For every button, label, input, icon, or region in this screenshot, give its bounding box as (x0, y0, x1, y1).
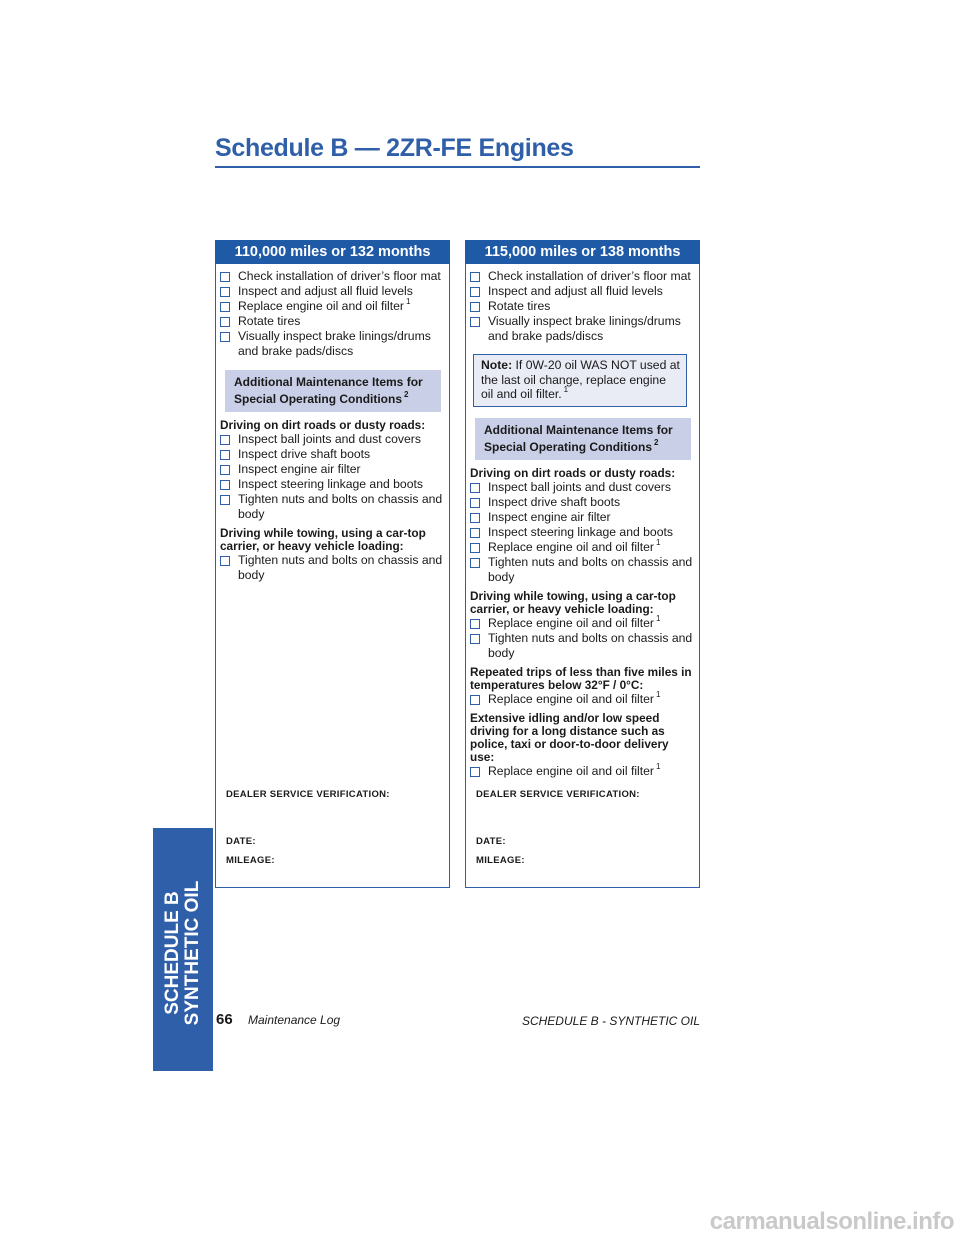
mileage-label: MILEAGE: (476, 855, 525, 866)
footnote-marker: 1 (656, 689, 661, 699)
checklist-item (468, 299, 695, 314)
note-box (473, 354, 687, 407)
checklist-item-text: Inspect drive shaft boots (488, 494, 621, 509)
checkbox-icon[interactable] (470, 513, 480, 523)
checkbox-icon[interactable] (220, 302, 230, 312)
footnote-marker: 1 (656, 761, 661, 771)
main-check-list (468, 269, 695, 344)
checkbox-icon[interactable] (470, 317, 480, 327)
additional-items-box (225, 370, 441, 412)
section-side-tab (153, 828, 213, 1071)
checkbox-icon[interactable] (470, 619, 480, 629)
checkbox-icon[interactable] (220, 287, 230, 297)
condition-heading: Driving on dirt roads or dusty roads: (220, 418, 426, 432)
footnote-marker: 1 (406, 297, 411, 306)
note-label: Note: (481, 358, 513, 372)
maintenance-column-110k (215, 240, 450, 888)
date-label: DATE: (476, 836, 506, 847)
checklist-item (218, 269, 445, 284)
checkbox-icon[interactable] (220, 450, 230, 460)
maintenance-column-115k (465, 240, 700, 888)
checklist-item (468, 689, 695, 707)
checklist-item-text: Rotate tires (488, 299, 551, 313)
title-rule (215, 166, 700, 168)
checklist-item (468, 761, 695, 779)
checklist-item-text: Inspect engine air filter (488, 509, 611, 524)
condition-check-list (468, 480, 695, 585)
checkbox-icon[interactable] (220, 495, 230, 505)
checklist-item (218, 314, 445, 329)
checkbox-icon[interactable] (470, 695, 480, 705)
checklist-item-text: Inspect steering linkage and boots (488, 524, 673, 539)
checkbox-icon[interactable] (470, 558, 480, 568)
checklist-item (218, 299, 445, 314)
column-header: 115,000 miles or 138 months (465, 240, 700, 264)
checklist-item-text: Rotate tires (238, 314, 301, 328)
checklist-item-text: Inspect and adjust all fluid levels (238, 284, 413, 298)
conditions-sections (218, 419, 445, 583)
checklist-item-text: Replace engine oil and oil filter (238, 299, 404, 313)
checklist-item-text: Inspect ball joints and dust covers (488, 479, 671, 494)
checklist-item (468, 510, 695, 525)
checklist-item (468, 537, 695, 555)
checklist-item (468, 269, 695, 284)
footnote-marker: 2 (404, 390, 409, 399)
checklist-item-text: Visually inspect brake linings/drums and brake pads/discs (238, 329, 431, 358)
checkbox-icon[interactable] (470, 634, 480, 644)
condition-check-list (468, 689, 695, 707)
checklist-item (468, 284, 695, 299)
checklist-item-text: Visually inspect brake linings/drums and brake pads/discs (488, 314, 681, 343)
checkbox-icon[interactable] (470, 543, 480, 553)
condition-heading: Extensive idling and/or low speed driving for a long distance such as police, taxi or door-to-door delivery use: (470, 710, 669, 764)
condition-check-list (468, 613, 695, 661)
checkbox-icon[interactable] (220, 480, 230, 490)
checklist-item (218, 492, 445, 522)
date-label: DATE: (226, 836, 256, 847)
footnote-marker: 2 (654, 437, 659, 447)
additional-items-box (475, 418, 691, 460)
main-check-list (218, 269, 445, 359)
checklist-item (468, 314, 695, 344)
checklist-item-text: Replace engine oil and oil filter (488, 615, 654, 630)
condition-heading: Repeated trips of less than five miles in temperatures below 32°F / 0°C: (470, 664, 692, 692)
checkbox-icon[interactable] (470, 528, 480, 538)
footnote-marker: 1 (563, 385, 569, 394)
checkbox-icon[interactable] (470, 767, 480, 777)
checklist-item-text: Tighten nuts and bolts on chassis and body (238, 553, 443, 582)
additional-items-title: Additional Maintenance Items for Special Operating Conditions (484, 422, 673, 454)
checklist-item (218, 477, 445, 492)
checklist-item-text: Tighten nuts and bolts on chassis and body (488, 554, 693, 584)
checkbox-icon[interactable] (220, 556, 230, 566)
checklist-item-text: Inspect and adjust all fluid levels (488, 284, 663, 298)
checklist-item-text: Inspect steering linkage and boots (238, 477, 423, 491)
checkbox-icon[interactable] (470, 498, 480, 508)
dealer-verification-label: DEALER SERVICE VERIFICATION: (226, 789, 390, 800)
checklist-item-text: Inspect engine air filter (238, 462, 361, 476)
mileage-label: MILEAGE: (226, 855, 275, 866)
checklist-item-text: Check installation of driver’s floor mat (238, 269, 441, 283)
checkbox-icon[interactable] (470, 483, 480, 493)
checkbox-icon[interactable] (470, 272, 480, 282)
checklist-item (468, 555, 695, 585)
checkbox-icon[interactable] (470, 302, 480, 312)
checklist-item (218, 329, 445, 359)
checkbox-icon[interactable] (220, 332, 230, 342)
column-content (216, 264, 449, 583)
checklist-item-text: Replace engine oil and oil filter (488, 691, 654, 706)
watermark: carmanualsonline.info (709, 1208, 954, 1235)
checklist-item (468, 613, 695, 631)
checklist-item (218, 284, 445, 299)
checklist-item-text: Replace engine oil and oil filter (488, 763, 654, 778)
footnote-marker: 1 (656, 537, 661, 547)
condition-heading: Driving while towing, using a car-top carrier, or heavy vehicle loading: (220, 526, 426, 553)
footer-left: Maintenance Log (248, 1013, 341, 1027)
condition-check-list (468, 761, 695, 779)
page-title: Schedule B — 2ZR-FE Engines (215, 134, 574, 162)
checklist-item (218, 553, 445, 583)
checklist-item (218, 432, 445, 447)
checklist-item-text: Tighten nuts and bolts on chassis and body (238, 492, 443, 521)
checklist-item (468, 631, 695, 661)
checklist-item-text: Replace engine oil and oil filter (488, 539, 654, 554)
checklist-item (218, 447, 445, 462)
checklist-item (468, 480, 695, 495)
side-tab-line1: SCHEDULE B (162, 891, 183, 1015)
checkbox-icon[interactable] (220, 272, 230, 282)
checklist-item-text: Check installation of driver’s floor mat (488, 269, 691, 283)
footer-right: SCHEDULE B - SYNTHETIC OIL (521, 1014, 700, 1028)
dealer-verification-label: DEALER SERVICE VERIFICATION: (476, 789, 640, 800)
condition-heading: Driving on dirt roads or dusty roads: (470, 465, 676, 480)
note-text: If 0W-20 oil WAS NOT used at the last oil change, replace engine oil and oil filter. (481, 358, 680, 401)
condition-check-list (218, 553, 445, 583)
side-tab-text (163, 881, 203, 1026)
checklist-item (218, 462, 445, 477)
checklist-item-text: Tighten nuts and bolts on chassis and body (488, 630, 693, 660)
page-number: 66 (216, 1011, 233, 1028)
checklist-item-text: Inspect ball joints and dust covers (238, 432, 421, 446)
additional-items-title: Additional Maintenance Items for Special Operating Conditions (234, 375, 423, 406)
checklist-item-text: Inspect drive shaft boots (238, 447, 371, 461)
checkbox-icon[interactable] (220, 435, 230, 445)
checkbox-icon[interactable] (470, 287, 480, 297)
checklist-item (468, 525, 695, 540)
checkbox-icon[interactable] (220, 465, 230, 475)
column-content (466, 264, 699, 779)
checkbox-icon[interactable] (220, 317, 230, 327)
footnote-marker: 1 (656, 613, 661, 623)
condition-heading: Driving while towing, using a car-top carrier, or heavy vehicle loading: (470, 588, 676, 616)
column-header: 110,000 miles or 132 months (215, 240, 450, 264)
checklist-item (468, 495, 695, 510)
condition-check-list (218, 432, 445, 522)
side-tab-line2: SYNTHETIC OIL (182, 880, 203, 1026)
conditions-sections (468, 467, 695, 779)
